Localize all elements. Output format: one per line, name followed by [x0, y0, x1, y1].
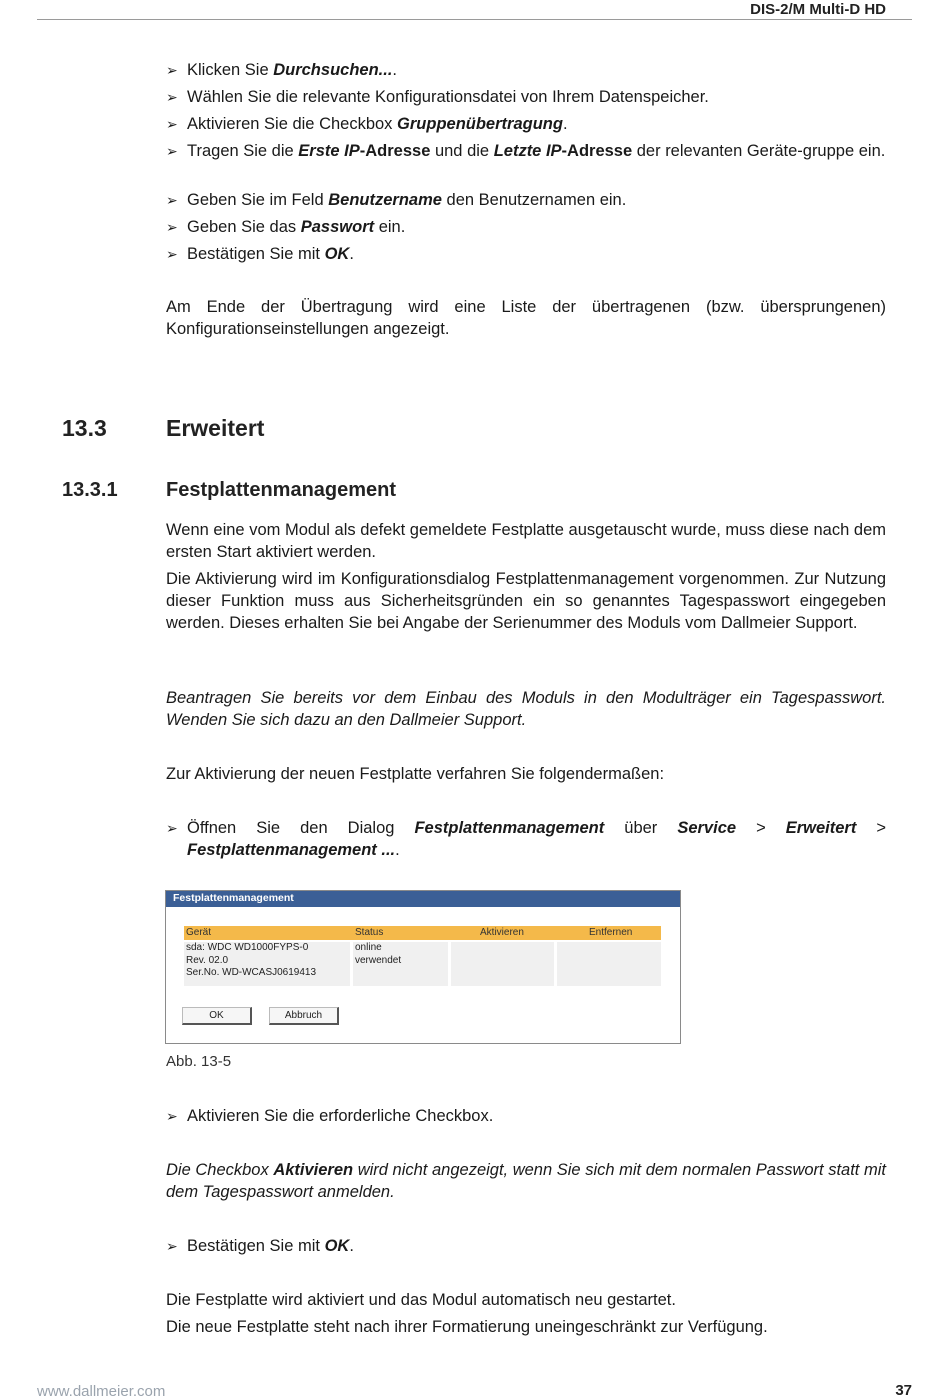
column-remove: Entfernen — [589, 927, 633, 938]
remove-cell[interactable] — [557, 942, 661, 986]
step-browse: ➢ Klicken Sie Durchsuchen.... — [166, 61, 398, 79]
activate-cell[interactable] — [451, 942, 554, 986]
step-confirm-ok: ➢ Bestätigen Sie mit OK. — [166, 245, 354, 263]
step-select-file: ➢ Wählen Sie die relevante Konfigurationsdatei von Ihrem Datenspeicher. — [166, 88, 709, 106]
dialog-title: Festplattenmanagement — [166, 891, 680, 907]
arrow-bullet-icon: ➢ — [166, 219, 178, 235]
disk-table — [184, 926, 661, 986]
cancel-button[interactable]: Abbruch — [269, 1007, 339, 1025]
subsection-number: 13.3.1 — [62, 479, 118, 501]
subsection-title: Festplattenmanagement — [166, 479, 397, 501]
paragraph-transfer-result: Am Ende der Übertragung wird eine Liste der übertragenen (bzw. übersprungenen) Konfigurationseinstellungen angezeigt. — [166, 298, 886, 338]
status-cell: online verwendet — [353, 942, 448, 986]
note-checkbox-hidden: Die Checkbox Aktivieren wird nicht angezeigt, wenn Sie sich mit dem normalen Passwort statt mit dem Tagespasswort anmelden. — [166, 1161, 886, 1201]
paragraph-procedure-intro: Zur Aktivierung der neuen Festplatte verfahren Sie folgendermaßen: — [166, 765, 665, 783]
arrow-bullet-icon: ➢ — [166, 89, 178, 105]
arrow-bullet-icon: ➢ — [166, 116, 178, 132]
column-activate: Aktivieren — [480, 927, 524, 938]
column-status: Status — [355, 927, 384, 938]
arrow-bullet-icon: ➢ — [166, 62, 178, 78]
paragraph-defect-disk: Wenn eine vom Modul als defekt gemeldete Festplatte ausgetauscht wurde, muss diese nach dem ersten Start aktiviert werden. — [166, 521, 886, 561]
ok-button[interactable]: OK — [182, 1007, 252, 1025]
step-username: ➢ Geben Sie im Feld Benutzername den Benutzernamen ein. — [166, 191, 627, 209]
step-ip-range: ➢ Tragen Sie die Erste IP-Adresse und die Letzte IP-Adresse der relevanten Geräte-gruppe ein. — [166, 142, 886, 160]
table-header — [184, 926, 661, 940]
arrow-bullet-icon: ➢ — [166, 246, 178, 262]
step-group-transfer: ➢ Aktivieren Sie die Checkbox Gruppenübertragung. — [166, 115, 568, 133]
arrow-bullet-icon: ➢ — [166, 820, 178, 836]
page-number: 37 — [895, 1382, 912, 1399]
step-open-dialog: ➢ Öffnen Sie den Dialog Festplattenmanagement über Service > Erweitert > Festplattenmanagement .... — [166, 819, 886, 859]
arrow-bullet-icon: ➢ — [166, 1238, 178, 1254]
paragraph-disk-available: Die neue Festplatte steht nach ihrer Formatierung uneingeschränkt zur Verfügung. — [166, 1318, 768, 1336]
figure-caption: Abb. 13-5 — [166, 1053, 232, 1070]
table-row — [184, 942, 661, 986]
arrow-bullet-icon: ➢ — [166, 192, 178, 208]
note-day-password: Beantragen Sie bereits vor dem Einbau des Moduls in den Modulträger ein Tagespasswort. Wenden Sie sich dazu an den Dallmeier Support. — [166, 689, 886, 729]
device-cell: sda: WDC WD1000FYPS-0 Rev. 02.0 Ser.No. WD-WCASJ0619413 — [184, 942, 350, 986]
step-activate-checkbox: ➢ Aktivieren Sie die erforderliche Checkbox. — [166, 1107, 494, 1125]
section-number: 13.3 — [62, 415, 107, 441]
arrow-bullet-icon: ➢ — [166, 143, 178, 159]
step-confirm-ok-2: ➢ Bestätigen Sie mit OK. — [166, 1237, 354, 1255]
header-title: DIS-2/M Multi-D HD — [750, 1, 886, 18]
header-divider — [37, 19, 912, 20]
disk-management-dialog — [165, 890, 681, 1044]
step-password: ➢ Geben Sie das Passwort ein. — [166, 218, 406, 236]
paragraph-activation: Die Aktivierung wird im Konfigurationsdialog Festplattenmanagement vorgenommen. Zur Nutzung dieser Funktion muss aus Sicherheitsgründen ein so genanntes Tagespasswort eingegeben werden. Dieses erhalten Sie bei Angabe der Serienummer des Moduls vom Dallmeier Support. — [166, 570, 886, 632]
footer-website-link[interactable]: www.dallmeier.com — [37, 1383, 166, 1399]
paragraph-disk-activated: Die Festplatte wird aktiviert und das Modul automatisch neu gestartet. — [166, 1291, 676, 1309]
arrow-bullet-icon: ➢ — [166, 1108, 178, 1124]
section-title: Erweitert — [166, 415, 265, 441]
column-device: Gerät — [186, 927, 212, 938]
